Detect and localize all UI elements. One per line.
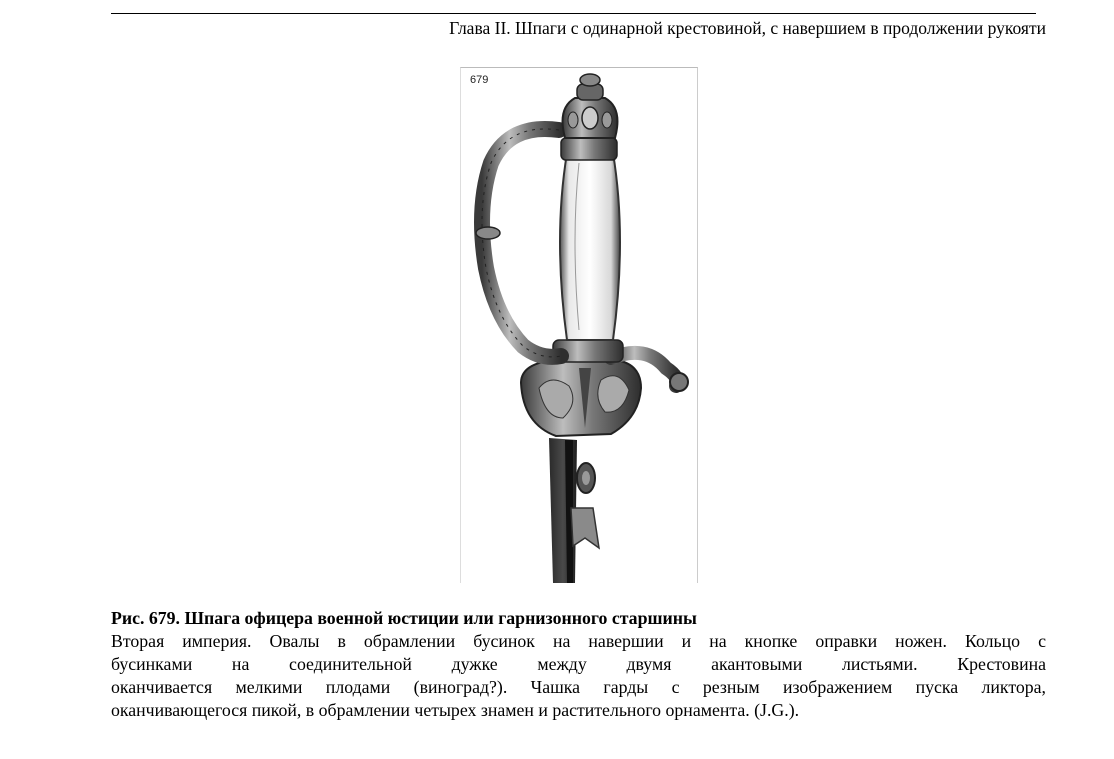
header-rule [111,13,1036,14]
knuckle-bow [482,129,561,357]
figure-caption [111,607,1046,722]
crossguard-finial [670,373,688,391]
figure-number: 679 [470,74,489,86]
caption-line: оканчивающегося пикой, в обрамлении четырех знамен и растительного орнамента. (J.G.). [111,700,800,720]
grip [560,153,620,340]
caption-line: бусинками на соединительной дужке между двумя акантовыми листьями. Крестовина [111,654,1046,674]
sword-hilt-illustration [461,68,697,583]
caption-line: Вторая империя. Овалы в обрамлении бусинок на навершии и на кнопке оправки ножен. Кольцо с [111,631,1046,651]
figure-photo [460,67,698,583]
caption-line: оканчивается мелкими плодами (виноград?). Чашка гарды с резным изображением пуска ликтора, [111,677,1046,697]
running-header: Глава II. Шпаги с одинарной крестовиной, с навершием в продолжении рукояти [449,18,1046,38]
caption-title: Рис. 679. Шпага офицера военной юстиции или гарнизонного старшины [111,608,697,628]
